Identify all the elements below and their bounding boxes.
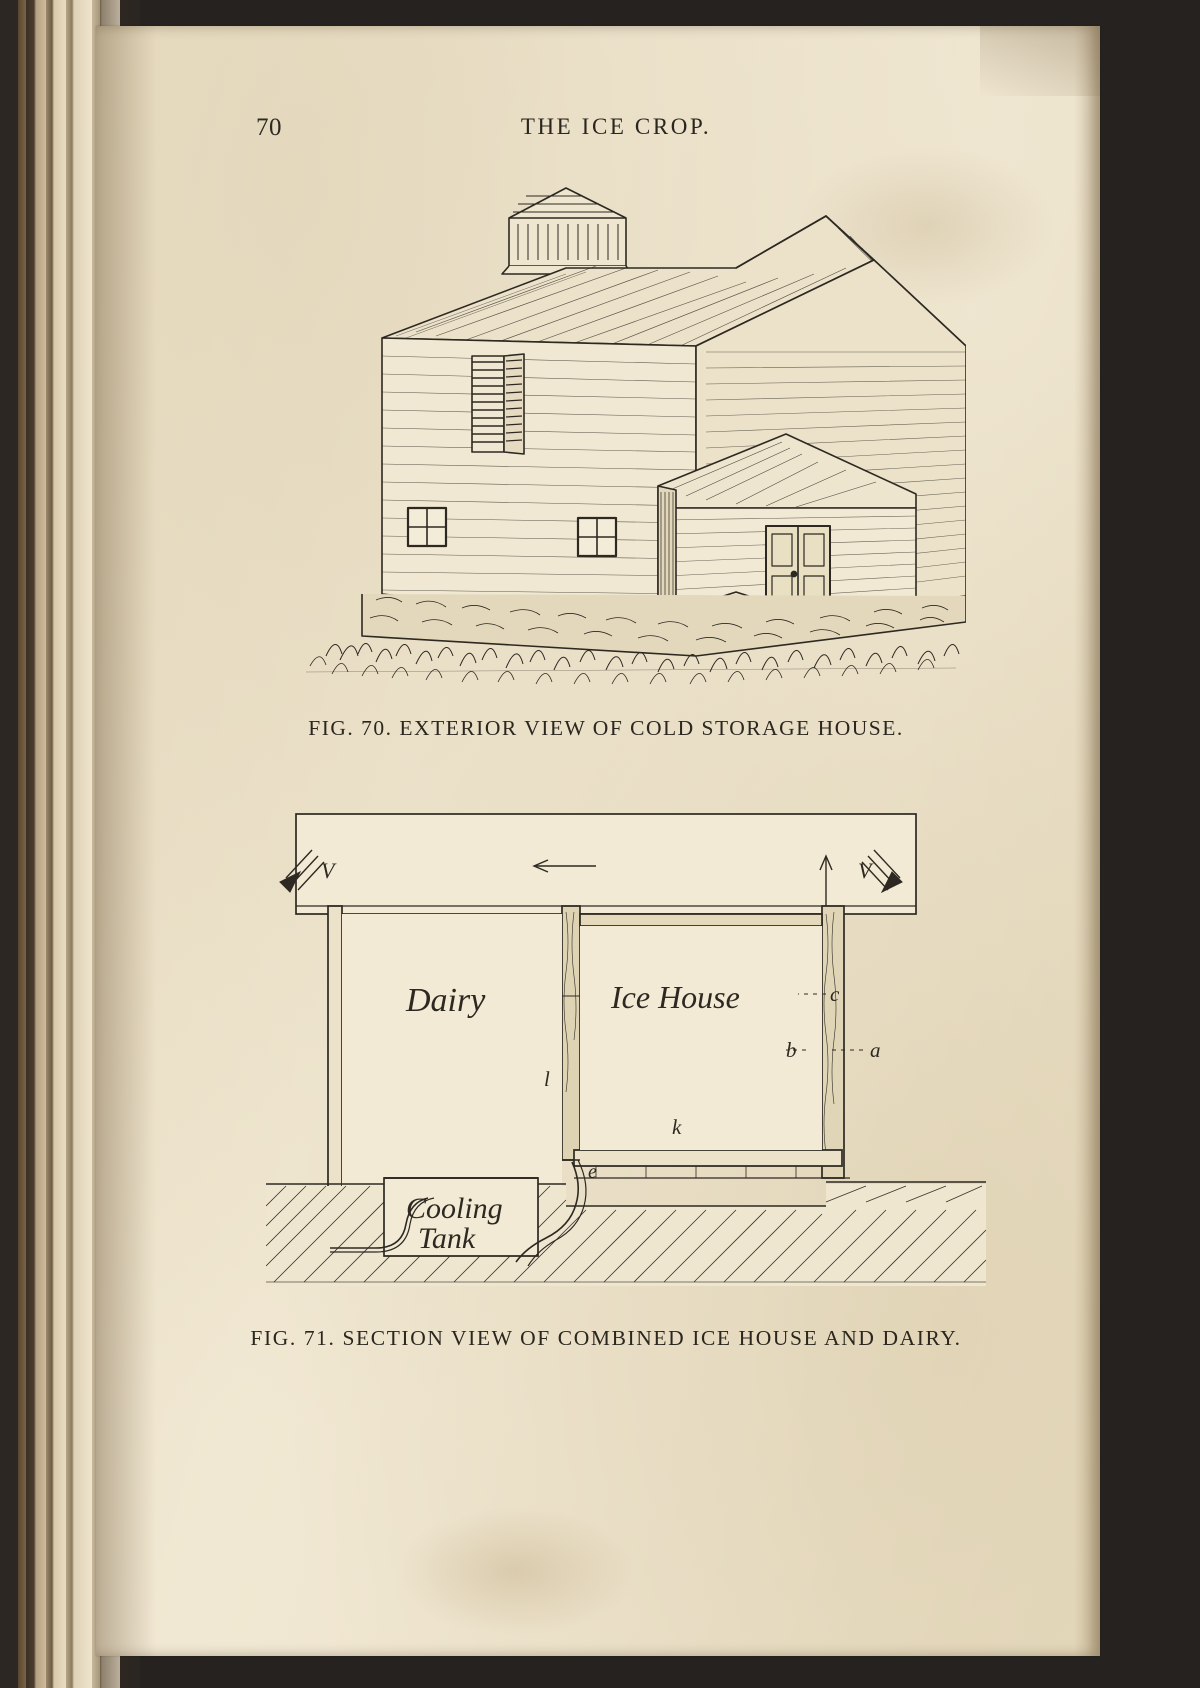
- label-vent-right: V: [858, 858, 872, 883]
- ground-earth: [266, 1182, 986, 1286]
- figure-70-caption: FIG. 70. EXTERIOR VIEW OF COLD STORAGE HOUSE.: [308, 716, 904, 740]
- label-cooling: Cooling: [406, 1192, 503, 1225]
- label-tank: Tank: [418, 1222, 476, 1255]
- paper-stain-lower: [396, 1506, 636, 1636]
- ice-house-ceiling: [580, 914, 822, 926]
- label-b: b: [786, 1038, 797, 1062]
- label-c: c: [830, 982, 840, 1006]
- label-a: a: [870, 1038, 881, 1062]
- louver-window: [472, 354, 524, 454]
- page-title: THE ICE CROP.: [520, 114, 712, 139]
- roof-cupola: [502, 188, 632, 274]
- figure-71-illustration: [266, 786, 986, 1306]
- section-view-drawing: [266, 786, 986, 1306]
- label-dairy: Dairy: [406, 982, 486, 1019]
- label-ice-house: Ice House: [611, 979, 740, 1015]
- figure-70-illustration: [266, 156, 966, 696]
- figure-71-caption: FIG. 71. SECTION VIEW OF COMBINED ICE HOUSE AND DAIRY.: [250, 1326, 962, 1350]
- cold-storage-house-drawing: [266, 156, 966, 696]
- ice-house-floor: [574, 1150, 850, 1178]
- wall-left: [328, 906, 342, 1190]
- running-head: [196, 114, 1036, 144]
- partition-wall: [562, 906, 580, 1160]
- front-wall-left: [382, 338, 696, 626]
- label-vent-left: V: [321, 858, 335, 883]
- dairy-room: [342, 914, 562, 1186]
- label-k: k: [672, 1115, 682, 1139]
- page-gutter-shading: [96, 26, 156, 1656]
- label-l: l: [544, 1067, 550, 1091]
- book-page: [96, 26, 1100, 1656]
- label-e: e: [588, 1161, 597, 1183]
- page-corner-shading: [980, 26, 1100, 96]
- page-outer-edge-shading: [1074, 26, 1100, 1656]
- window-left: [408, 508, 446, 546]
- window-center: [578, 518, 616, 556]
- stone-foundation: [362, 594, 966, 656]
- wall-right: [822, 906, 844, 1178]
- page-number: 70: [256, 114, 282, 141]
